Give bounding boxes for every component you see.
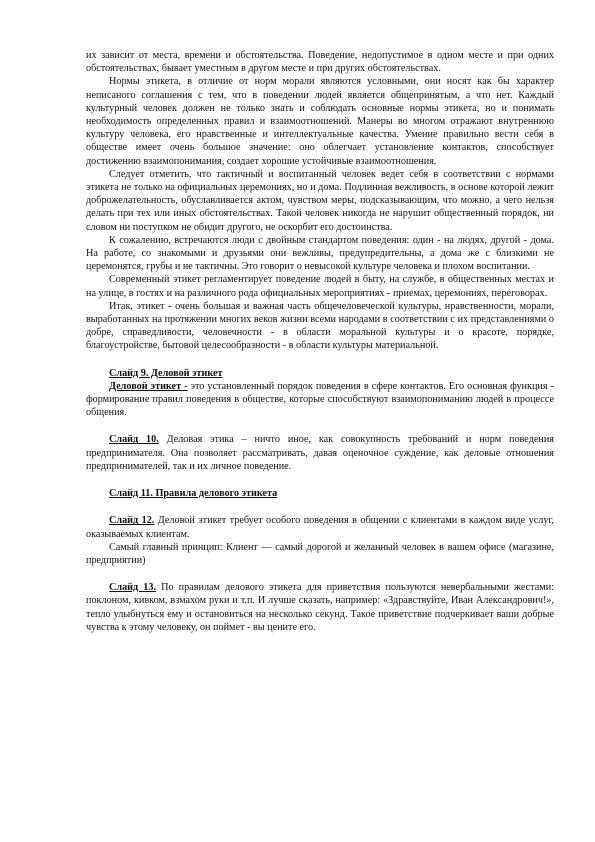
paragraph: Следует отметить, что тактичный и воспитанный человек ведет себя в соответствии с нормами этикета не только на официальных церемониях, но и дома. Подлинная вежливость, в основе которой лежит доброжелательность, обуславливается актом, чувством меры, подсказывающим, что можно, а чего нельзя делать при тех или иных обстоятельствах. Такой человек никогда не нарушит общественный порядок, ни словом ни поступком не обидит другого, не оскорбит его достоинства. <box>86 168 554 233</box>
slide-12-principle: Самый главный принцип: Клиент — самый дорогой и желанный человек в вашем офисе (магазине, предприятии) <box>86 541 554 566</box>
slide-10-text: Деловая этика – ничто иное, как совокупность требований и норм поведения предпринимателя. Она позволяет рассматривать, давая оценочное суждение, как деловые отношения предпринимателей, так и их личное поведение. <box>86 434 554 472</box>
paragraph: Нормы этикета, в отличие от норм морали являются условными, они носят как бы характер неписаного соглашения с тем, что в поведении людей является общепринятым, а что нет. Каждый культурный человек должен не только знать и соблюдать основные нормы этикета, но и понимать необходимость определенных правил и взаимоотношений. Манеры во многом отражают внутреннюю культуру человека, его нравственные и интеллектуальные качества. Умение правильно вести себя в обществе имеет очень большое значение: оно облегчает установление контактов, способствует достижению взаимопонимания, создает хорошие устойчивые взаимоотношения. <box>86 76 554 167</box>
slide-10-paragraph <box>86 433 554 473</box>
slide-13-text: По правилам делового этикета для приветствия пользуются невербальными жестами: поклоном, кивком, взмахом руки и т.п. И лучше сказать, например: «Здравствуйте, Иван Александрович!», тепло улыбнуться ему и остановиться на несколько секунд. Такое приветствие подчеркивает ваши добрые чувства к этому человеку, он поймет - вы цените его. <box>86 582 554 633</box>
slide-10-label: Слайд 10. <box>109 434 159 446</box>
slide-9-text: это установленный порядок поведения в сфере контактов. Его основная функция - формирование правил поведения в обществе, которые способствуют взаимопониманию людей в процессе общения. <box>86 380 554 419</box>
paragraph: Современный этикет регламентирует поведение людей в быту, на службе, в общественных местах и на улице, в гостях и на различного рода официальных мероприятиях - приемах, церемониях, переговорах. <box>86 274 554 299</box>
slide-12-text: Деловой этикет требует особого поведения в общении с клиентами в каждом виде услуг, оказываемых клиентам. <box>86 515 554 540</box>
slide-9-heading-text: Слайд 9. Деловой этикет <box>109 367 223 379</box>
paragraph: их зависит от места, времени и обстоятельства. Поведение, недопустимое в одном месте и при одних обстоятельствах, бывает уместным в другом месте и при других обстоятельствах. <box>86 50 554 75</box>
document-body <box>86 49 554 634</box>
slide-11-heading <box>86 487 554 500</box>
slide-12-label: Слайд 12. <box>109 515 155 527</box>
business-etiquette-term: Деловой этикет - <box>109 380 188 392</box>
slide-12-paragraph <box>86 514 554 540</box>
slide-9-heading <box>86 367 554 380</box>
slide-9-body <box>86 380 554 420</box>
slide-11-heading-text: Слайд 11. Правила делового этикета <box>109 488 278 500</box>
slide-13-paragraph <box>86 581 554 634</box>
paragraph: К сожалению, встречаются люди с двойным стандартом поведения: один - на людях, другой - дома. На работе, со знакомыми и друзьями они вежливы, предупредительны, а дома же с близкими не церемонятся, грубы и не тактичны. Это говорит о невысокой культуре человека и плохом воспитании. <box>86 234 554 273</box>
slide-13-label: Слайд 13. <box>109 582 157 594</box>
paragraph: Итак, этикет - очень большая и важная часть общечеловеческой культуры, нравственности, морали, выработанных на протяжении многих веков жизни всеми народами в соответствии с их представлениями о добре, справедливости, человечности - в области моральной культуры и о красоте, порядке, благоустройстве, бытовой целесообразности - в области культуры материальной. <box>86 300 554 352</box>
